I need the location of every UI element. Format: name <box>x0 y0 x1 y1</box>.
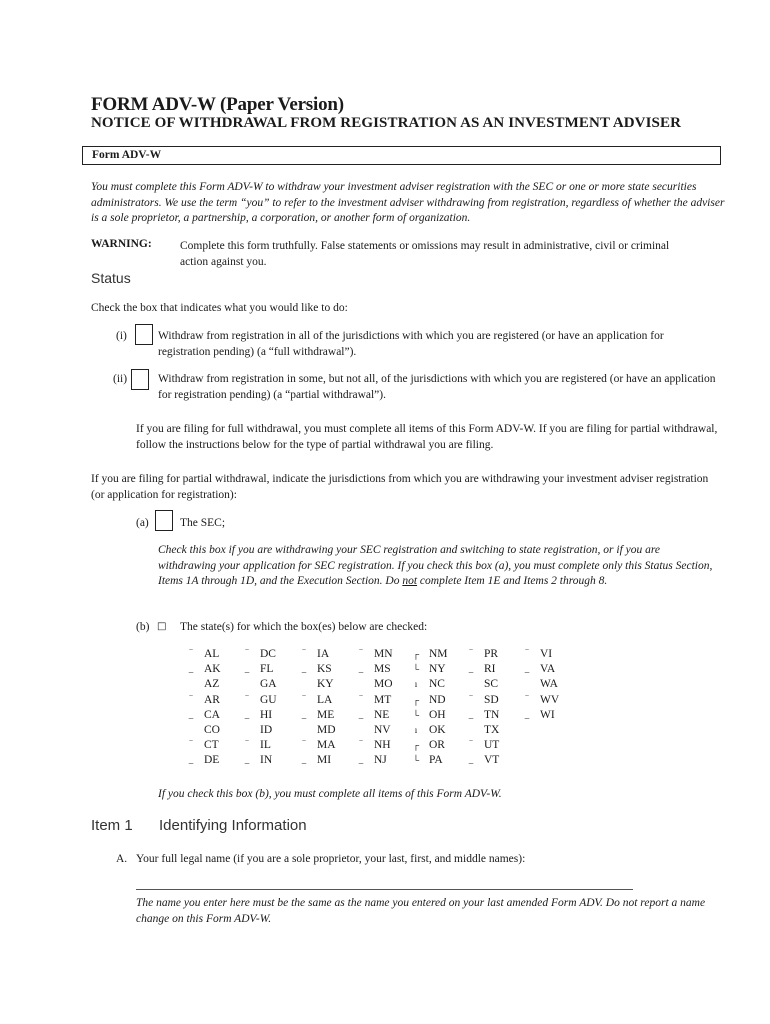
state-option[interactable] <box>411 753 466 768</box>
legal-name-note: The name you enter here must be the same as the name you entered on your last amended Form ADV. Do not report a name change on this Form ADV-W. <box>136 897 706 925</box>
state-option[interactable] <box>299 647 356 662</box>
state-code: RI <box>484 663 496 676</box>
state-option[interactable] <box>186 647 242 662</box>
state-option[interactable] <box>411 647 466 662</box>
state-option[interactable] <box>411 723 466 738</box>
state-option[interactable] <box>242 738 299 753</box>
state-option[interactable] <box>356 753 411 768</box>
state-option[interactable] <box>186 677 242 692</box>
state-code: FL <box>260 663 274 676</box>
state-option[interactable] <box>466 723 522 738</box>
state-option[interactable] <box>522 677 572 692</box>
state-code: VT <box>484 754 500 767</box>
state-option[interactable] <box>242 723 299 738</box>
state-option[interactable] <box>466 662 522 677</box>
state-checkbox[interactable]: _ <box>468 664 474 675</box>
option-i-text: Withdraw from registration in all of the jurisdictions with which you are registered (or have an application for registration pending) (a “full withdrawal”). <box>158 330 664 358</box>
state-code: TX <box>484 724 500 737</box>
state-code: ID <box>260 724 273 737</box>
state-code: NY <box>429 663 446 676</box>
state-option[interactable] <box>299 662 356 677</box>
state-code: NC <box>429 678 445 691</box>
state-option[interactable] <box>356 738 411 753</box>
state-option[interactable] <box>356 647 411 662</box>
state-code: OH <box>429 708 446 721</box>
state-checkbox[interactable]: ┌ <box>412 740 420 751</box>
state-option[interactable] <box>186 753 242 768</box>
state-option[interactable] <box>356 723 411 738</box>
state-code: NE <box>374 708 390 721</box>
state-checkbox[interactable]: ‾ <box>359 694 363 705</box>
state-code: MA <box>317 739 336 752</box>
state-checkbox[interactable]: ‾ <box>359 649 363 659</box>
option-b-text: The state(s) for which the box(es) below are checked: <box>180 621 428 633</box>
state-code: NM <box>429 648 448 660</box>
state-column <box>186 647 242 769</box>
state-checkbox[interactable]: ‾ <box>245 740 249 751</box>
state-option[interactable] <box>411 738 466 753</box>
state-option[interactable] <box>522 662 572 677</box>
option-i-label: (i) <box>116 330 127 342</box>
state-checkbox[interactable]: ‾ <box>302 694 306 705</box>
state-checkbox[interactable]: ‾ <box>245 694 249 705</box>
state-checkbox[interactable]: _ <box>188 709 194 720</box>
state-code: AL <box>204 648 220 660</box>
state-option[interactable] <box>522 647 572 662</box>
state-checkbox[interactable]: ‾ <box>189 740 193 751</box>
state-code: DC <box>260 648 276 660</box>
state-checkbox[interactable]: ‾ <box>469 740 473 751</box>
form-label-box <box>82 146 721 165</box>
option-b-label: (b) <box>136 621 150 633</box>
state-code: SD <box>484 693 499 706</box>
state-checkbox[interactable]: ‾ <box>469 649 473 659</box>
intro-text: You must complete this Form ADV-W to withdraw your investment adviser registration with the SEC or one or more state securities administrators. We use the term “you” to refer to the investment adviser withdrawing from registration, regardless of whether the adviser is a sole proprietor, a partnership, a corporation, or another form of organization. <box>91 181 725 224</box>
state-column <box>242 647 299 769</box>
state-checkbox[interactable]: ‾ <box>302 649 306 659</box>
state-option[interactable] <box>522 693 572 708</box>
state-checkbox[interactable]: ┌ <box>412 694 420 705</box>
state-option[interactable] <box>186 708 242 723</box>
state-column <box>466 647 522 769</box>
state-column <box>299 647 356 769</box>
state-code: HI <box>260 708 273 721</box>
state-column <box>356 647 411 769</box>
state-code: VA <box>540 663 556 676</box>
state-option[interactable] <box>242 677 299 692</box>
state-code: MT <box>374 693 392 706</box>
state-code: UT <box>484 739 500 752</box>
option-a-note-part2: complete Item 1E and Items 2 through 8. <box>417 575 608 587</box>
state-checkbox[interactable]: _ <box>524 664 530 675</box>
states-checkbox[interactable]: □ <box>157 621 167 632</box>
state-code: PA <box>429 754 443 767</box>
state-column <box>411 647 466 769</box>
item1-a-text: Your full legal name (if you are a sole proprietor, your last, first, and middle names): <box>136 853 526 865</box>
state-code: NH <box>374 739 391 752</box>
form-subtitle: NOTICE OF WITHDRAWAL FROM REGISTRATION AS AN INVESTMENT ADVISER <box>91 115 682 131</box>
state-option[interactable] <box>522 708 572 723</box>
option-a-note-part1: Check this box if you are withdrawing your SEC registration and switching to state registration, or if you are withdrawing your application for SEC registration. If you check this box (a), you must complete only this Status Section, Items 1A through 1D, and the Execution Section. Do <box>158 544 713 587</box>
state-code: AR <box>204 693 220 706</box>
state-code: OK <box>429 724 446 737</box>
state-checkbox[interactable]: _ <box>358 709 364 720</box>
form-title: FORM ADV-W (Paper Version) <box>91 94 344 115</box>
state-code: DE <box>204 754 220 767</box>
option-a-note-not: not <box>402 575 418 587</box>
option-a-note <box>158 543 718 590</box>
state-checkbox[interactable]: ı <box>414 679 418 690</box>
state-checkbox[interactable]: ı <box>414 725 418 736</box>
state-code: NJ <box>374 754 387 767</box>
state-checkbox[interactable]: _ <box>188 664 194 675</box>
option-ii-text: Withdraw from registration in some, but not all, of the jurisdictions with which you are registered (or have an application for registration pending) (a “partial withdrawal”). <box>158 373 716 401</box>
state-option[interactable] <box>356 662 411 677</box>
state-option[interactable] <box>186 723 242 738</box>
states-grid <box>186 647 572 769</box>
state-option[interactable] <box>242 647 299 662</box>
state-code: VI <box>540 648 553 660</box>
item1-a-label: A. <box>116 853 128 865</box>
state-option[interactable] <box>299 738 356 753</box>
status-prompt: Check the box that indicates what you would like to do: <box>91 302 348 314</box>
state-code: IA <box>317 648 330 660</box>
full-withdrawal-checkbox[interactable] <box>135 324 153 345</box>
state-code: ME <box>317 708 335 721</box>
state-option[interactable] <box>299 708 356 723</box>
state-checkbox[interactable]: _ <box>301 709 307 720</box>
state-checkbox[interactable]: └ <box>412 709 420 720</box>
item1-number: Item 1 <box>91 817 133 834</box>
option-ii-label: (ii) <box>113 373 128 385</box>
option-b-note: If you check this box (b), you must complete all items of this Form ADV-W. <box>158 788 502 800</box>
state-checkbox[interactable]: ‾ <box>525 694 529 705</box>
state-checkbox[interactable]: ‾ <box>245 649 249 659</box>
partial-withdrawal-checkbox[interactable] <box>131 369 149 390</box>
state-option[interactable] <box>186 693 242 708</box>
state-code: PR <box>484 648 499 660</box>
state-checkbox[interactable]: _ <box>188 755 194 766</box>
state-option[interactable] <box>299 677 356 692</box>
state-option[interactable] <box>299 693 356 708</box>
state-option[interactable] <box>186 738 242 753</box>
state-checkbox[interactable]: ‾ <box>359 740 363 751</box>
state-checkbox[interactable]: _ <box>358 755 364 766</box>
state-checkbox[interactable]: └ <box>412 664 420 675</box>
state-checkbox[interactable]: _ <box>301 664 307 675</box>
state-checkbox[interactable]: _ <box>468 755 474 766</box>
form-label: Form ADV-W <box>92 149 162 161</box>
state-code: WI <box>540 708 555 721</box>
legal-name-field[interactable] <box>136 888 633 890</box>
option-a-text: The SEC; <box>180 517 226 529</box>
state-code: IN <box>260 754 273 767</box>
state-code: OR <box>429 739 445 752</box>
state-checkbox[interactable]: _ <box>468 709 474 720</box>
state-checkbox[interactable]: _ <box>301 755 307 766</box>
state-code: WV <box>540 693 560 706</box>
state-checkbox[interactable]: └ <box>412 755 420 766</box>
state-column <box>522 647 572 769</box>
state-code: ND <box>429 693 446 706</box>
state-code: GA <box>260 678 277 691</box>
full-withdrawal-note: If you are filing for full withdrawal, you must complete all items of this Form ADV-W. If you are filing for partial withdrawal, follow the instructions below for the type of partial withdrawal you are filing. <box>136 423 718 451</box>
option-a-label: (a) <box>136 517 149 529</box>
status-heading: Status <box>91 270 131 286</box>
sec-checkbox[interactable] <box>155 510 173 531</box>
state-option[interactable] <box>242 693 299 708</box>
state-option[interactable] <box>466 708 522 723</box>
state-code: MI <box>317 754 332 767</box>
state-code: AK <box>204 663 221 676</box>
state-option[interactable] <box>411 693 466 708</box>
state-option[interactable] <box>466 677 522 692</box>
state-code: LA <box>317 693 333 706</box>
state-code: MD <box>317 724 336 737</box>
state-code: NV <box>374 724 391 737</box>
state-option[interactable] <box>356 693 411 708</box>
item1-title: Identifying Information <box>159 817 307 834</box>
state-code: KY <box>317 678 334 691</box>
state-option[interactable] <box>466 738 522 753</box>
state-checkbox[interactable]: ┌ <box>412 649 420 659</box>
state-checkbox[interactable]: ‾ <box>189 649 193 659</box>
state-option[interactable] <box>299 753 356 768</box>
state-option[interactable] <box>242 662 299 677</box>
state-checkbox[interactable]: ‾ <box>189 694 193 705</box>
state-option[interactable] <box>466 753 522 768</box>
state-option[interactable] <box>466 647 522 662</box>
state-checkbox[interactable]: ‾ <box>525 649 529 659</box>
state-checkbox[interactable]: ‾ <box>302 740 306 751</box>
state-code: CT <box>204 739 219 752</box>
state-option[interactable] <box>242 753 299 768</box>
state-code: SC <box>484 678 499 691</box>
state-checkbox[interactable]: ‾ <box>469 694 473 705</box>
state-option[interactable] <box>356 677 411 692</box>
partial-withdrawal-prompt: If you are filing for partial withdrawal, indicate the jurisdictions from which you are withdrawing your investment adviser registration (or application for registration): <box>91 473 709 501</box>
state-code: KS <box>317 663 332 676</box>
state-checkbox[interactable]: _ <box>358 664 364 675</box>
state-option[interactable] <box>411 677 466 692</box>
state-code: IL <box>260 739 271 752</box>
state-code: TN <box>484 708 500 721</box>
state-checkbox[interactable]: _ <box>244 664 250 675</box>
warning-label: WARNING: <box>91 238 152 250</box>
state-checkbox[interactable]: _ <box>244 755 250 766</box>
state-option[interactable] <box>186 662 242 677</box>
state-code: WA <box>540 678 558 691</box>
state-option[interactable] <box>299 723 356 738</box>
state-checkbox[interactable]: _ <box>524 709 530 720</box>
state-code: GU <box>260 693 277 706</box>
warning-text: Complete this form truthfully. False statements or omissions may result in administrative, civil or criminal action against you. <box>180 240 670 268</box>
state-option[interactable] <box>242 708 299 723</box>
state-option[interactable] <box>466 693 522 708</box>
state-code: AZ <box>204 678 220 691</box>
state-code: MN <box>374 648 393 660</box>
state-code: CO <box>204 724 220 737</box>
state-option[interactable] <box>411 708 466 723</box>
state-code: CA <box>204 708 220 721</box>
state-option[interactable] <box>356 708 411 723</box>
state-code: MS <box>374 663 391 676</box>
state-code: MO <box>374 678 393 691</box>
state-option[interactable] <box>411 662 466 677</box>
state-checkbox[interactable]: _ <box>244 709 250 720</box>
